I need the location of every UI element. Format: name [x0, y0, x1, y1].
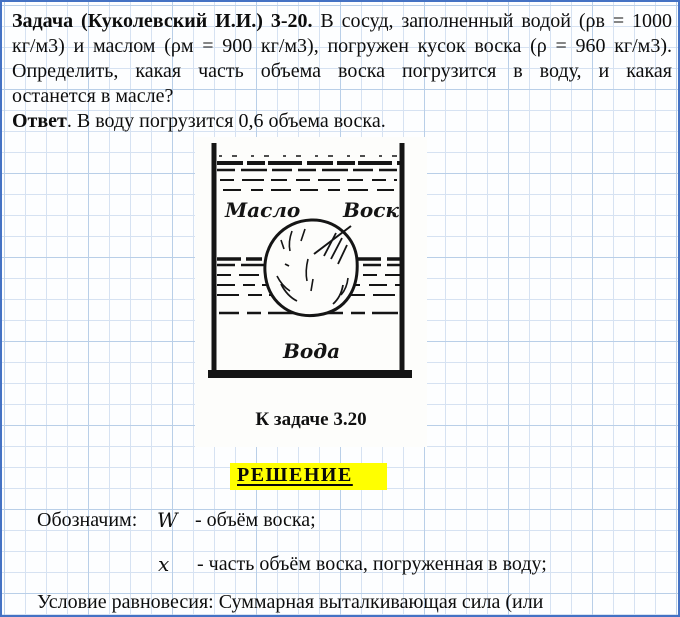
problem-line	[12, 9, 672, 34]
problem-statement	[12, 9, 672, 134]
wax-label: Воск	[343, 198, 399, 222]
denote-label: Обозначим:	[37, 509, 138, 531]
answer-line	[12, 109, 672, 134]
answer-text: . В воду погрузится 0,6 объема воска.	[66, 110, 386, 132]
oil-label: Масло	[225, 198, 301, 222]
figure	[195, 137, 427, 447]
equilibrium-text: Условие равновесия: Суммарная выталкивающая сила (или	[37, 591, 544, 613]
problem-line: останется в масле?	[12, 85, 174, 107]
fraction-symbol: x	[158, 552, 170, 576]
problem-line: Определить, какая часть объема воска погрузится в воду, и какая	[12, 60, 672, 82]
problem-line: кг/м3) и маслом (ρм = 900 кг/м3), погружен кусок воска (ρ = 960 кг/м3).	[12, 35, 672, 57]
fraction-description: - часть объём воска, погруженная в воду;	[197, 553, 547, 575]
volume-symbol: W	[157, 508, 178, 532]
volume-description: - объём воска;	[195, 509, 316, 531]
solution-heading: РЕШЕНИЕ	[230, 463, 387, 490]
wax-blob	[265, 220, 357, 316]
figure-caption: К задаче 3.20	[255, 409, 367, 430]
answer-label: Ответ	[12, 110, 67, 132]
vessel-figure	[195, 137, 427, 397]
problem-text: В сосуд, заполненный водой (ρв = 1000	[320, 10, 672, 32]
problem-title: Задача (Куколевский И.И.) 3-20.	[12, 10, 313, 32]
water-label: Вода	[283, 339, 341, 363]
